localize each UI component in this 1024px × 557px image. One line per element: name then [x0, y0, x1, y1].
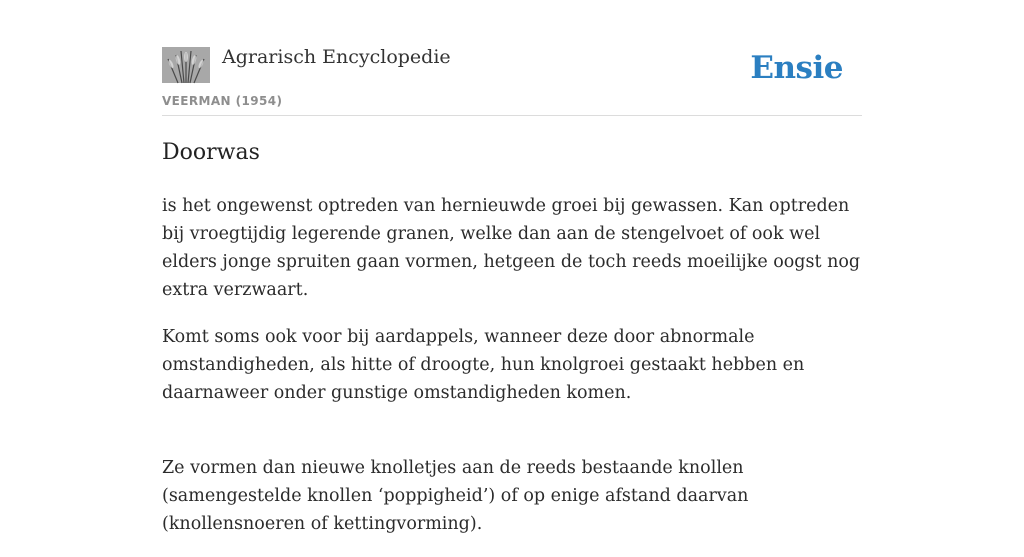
header	[162, 0, 862, 116]
wheat-grain-icon[interactable]	[162, 47, 210, 83]
article-title: Doorwas	[162, 140, 260, 165]
article-body	[162, 192, 862, 557]
article-paragraph: is het ongewenst optreden van hernieuwde groei bij gewassen. Kan optreden bij vroegtijdig legerende granen, welke dan aan de stengelvoet of ook wel elders jonge spruiten gaan vormen, hetgeen de toch reeds moeilijke oogst nog extra verzwaart.	[162, 196, 861, 300]
source-label: VEERMAN (1954)	[162, 94, 283, 108]
encyclopedia-title[interactable]: Agrarisch Encyclopedie	[222, 46, 451, 68]
article-paragraph: Komt soms ook voor bij aardappels, wanneer deze door abnormale omstandigheden, als hitte of droogte, hun knolgroei gestaakt hebben en daarnaweer onder gunstige omstandigheden komen.	[162, 327, 805, 403]
ensie-logo-link[interactable]: Ensie	[750, 50, 843, 86]
page	[162, 0, 862, 534]
article-paragraph: Ze vormen dan nieuwe knolletjes aan de reeds bestaande knollen (samengestelde knollen ‘poppigheid’) of op enige afstand daarvan (knollensnoeren of kettingvorming).	[162, 458, 749, 534]
